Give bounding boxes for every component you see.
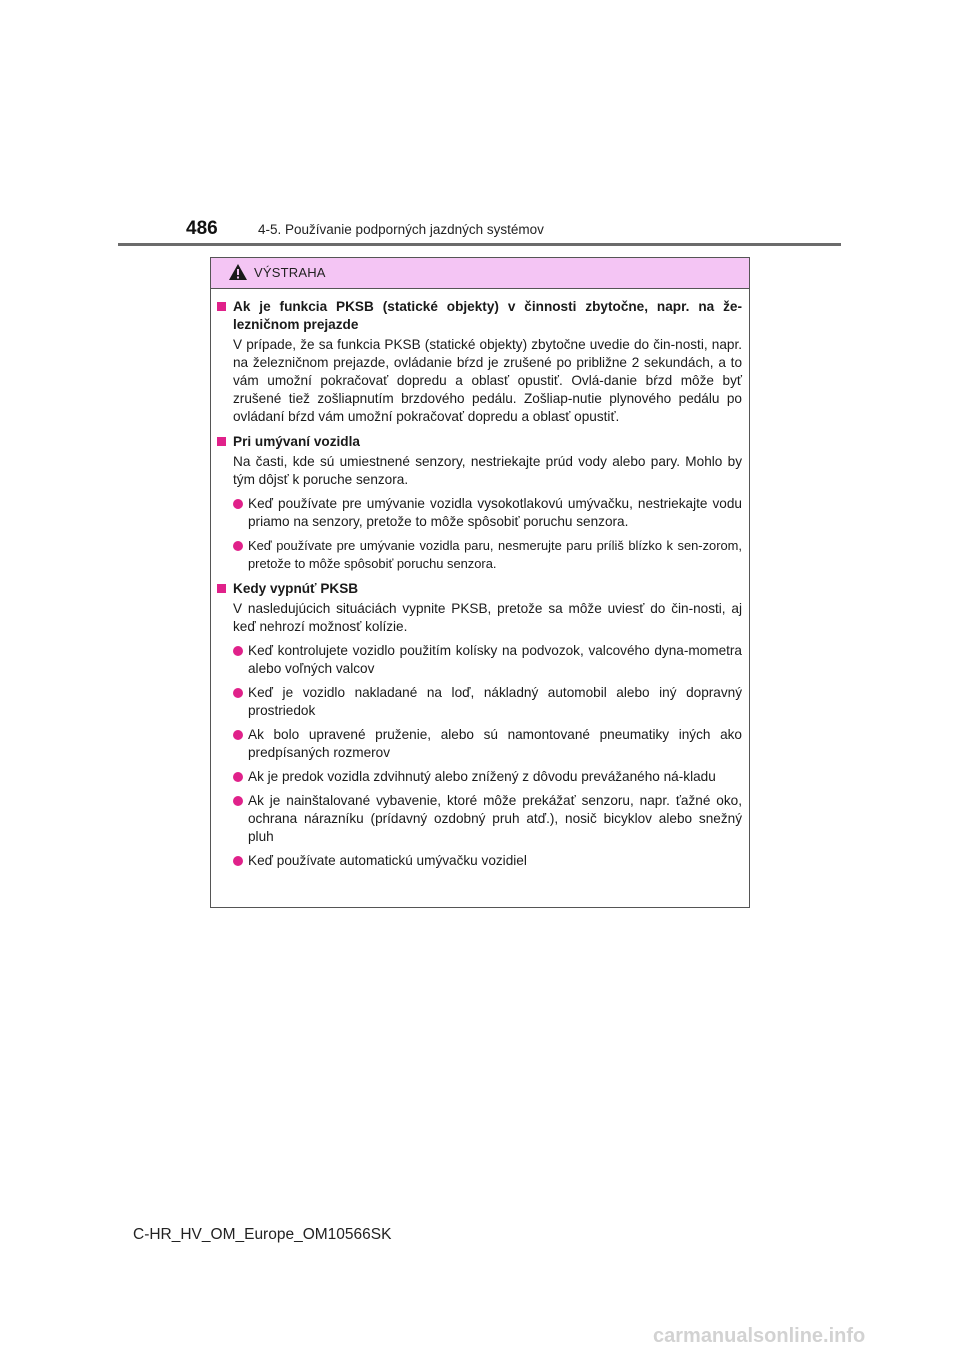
square-bullet-icon	[217, 437, 226, 446]
list-item-text: Ak je nainštalované vybavenie, ktoré môže prekážať senzoru, napr. ťažné oko, ochrana nárazníku (prídavný ozdobný pruh atď.), nosič bicyklov alebo snežný pluh	[248, 793, 742, 844]
item-heading-text: Pri umývaní vozidla	[233, 434, 360, 449]
warning-box	[210, 257, 750, 908]
round-bullet-icon	[233, 856, 243, 866]
round-bullet-icon	[233, 772, 243, 782]
footer-document-code: C-HR_HV_OM_Europe_OM10566SK	[133, 1226, 392, 1243]
item-paragraph: V nasledujúcich situáciách vypnite PKSB, pretože sa môže uviesť do čin-nosti, aj keď nehrozí možnosť kolízie.	[233, 601, 742, 634]
item-heading	[217, 580, 742, 598]
list-item	[217, 768, 742, 786]
list-item-text: Keď kontrolujete vozidlo použitím kolísky na podvozok, valcového dyna-mometra alebo voľných valcov	[248, 643, 742, 676]
list-item-text: Ak je predok vozidla zdvihnutý alebo znížený z dôvodu prevážaného ná-kladu	[248, 769, 716, 784]
item-paragraph: V prípade, že sa funkcia PKSB (statické objekty) zbytočne uvedie do čin-nosti, napr. na železničnom prejazde, ovládanie bŕzd je zrušené po približne 2 sekundách, a to vám umožní pokračovať dopredu a oblasť opustiť. Ovlá-danie bŕzd môže byť zrušené tiež zošliapnutím brzdového pedálu. Zošliap-nutie plynového pedálu po ovládaní bŕzd vám umožní pokračovať dopredu a oblasť opustiť.	[233, 337, 742, 424]
warning-header	[211, 258, 749, 289]
warning-item	[217, 433, 742, 573]
square-bullet-icon	[217, 584, 226, 593]
round-bullet-icon	[233, 499, 243, 509]
item-heading	[217, 433, 742, 451]
header-rule	[118, 243, 841, 246]
item-heading	[217, 298, 742, 334]
warning-label: VÝSTRAHA	[254, 265, 326, 280]
list-item	[217, 642, 742, 678]
list-item	[217, 852, 742, 870]
round-bullet-icon	[233, 541, 243, 551]
item-paragraph: Na časti, kde sú umiestnené senzory, nestriekajte prúd vody alebo pary. Mohlo by tým dôjsť k poruche senzora.	[233, 454, 742, 487]
warning-item	[217, 298, 742, 426]
list-item-text: Keď používate pre umývanie vozidla paru, nesmerujte paru príliš blízko k sen-zorom, pretože to môže spôsobiť poruchu senzora.	[248, 538, 742, 571]
list-item	[217, 537, 742, 573]
warning-item	[217, 580, 742, 870]
list-item	[217, 495, 742, 531]
list-item	[217, 792, 742, 846]
list-item-text: Keď používate pre umývanie vozidla vysokotlakovú umývačku, nestriekajte vodu priamo na senzory, pretože to môže spôsobiť poruchu senzora.	[248, 496, 742, 529]
list-item	[217, 726, 742, 762]
list-item-text: Keď používate automatickú umývačku vozidiel	[248, 853, 527, 868]
square-bullet-icon	[217, 302, 226, 311]
warning-triangle-icon	[228, 263, 248, 281]
round-bullet-icon	[233, 688, 243, 698]
item-heading-text: Ak je funkcia PKSB (statické objekty) v činnosti zbytočne, napr. na že-lezničnom prejazde	[233, 299, 742, 332]
item-heading-text: Kedy vypnúť PKSB	[233, 581, 359, 596]
page-number: 486	[186, 218, 218, 239]
watermark: carmanualsonline.info	[653, 1325, 866, 1347]
section-title: 4-5. Používanie podporných jazdných systémov	[258, 222, 544, 237]
round-bullet-icon	[233, 796, 243, 806]
round-bullet-icon	[233, 646, 243, 656]
list-item-text: Keď je vozidlo nakladané na loď, nákladný automobil alebo iný dopravný prostriedok	[248, 685, 742, 718]
list-item-text: Ak bolo upravené pruženie, alebo sú namontované pneumatiky iných ako predpísaných rozmerov	[248, 727, 742, 760]
warning-body	[211, 289, 749, 870]
list-item	[217, 684, 742, 720]
round-bullet-icon	[233, 730, 243, 740]
